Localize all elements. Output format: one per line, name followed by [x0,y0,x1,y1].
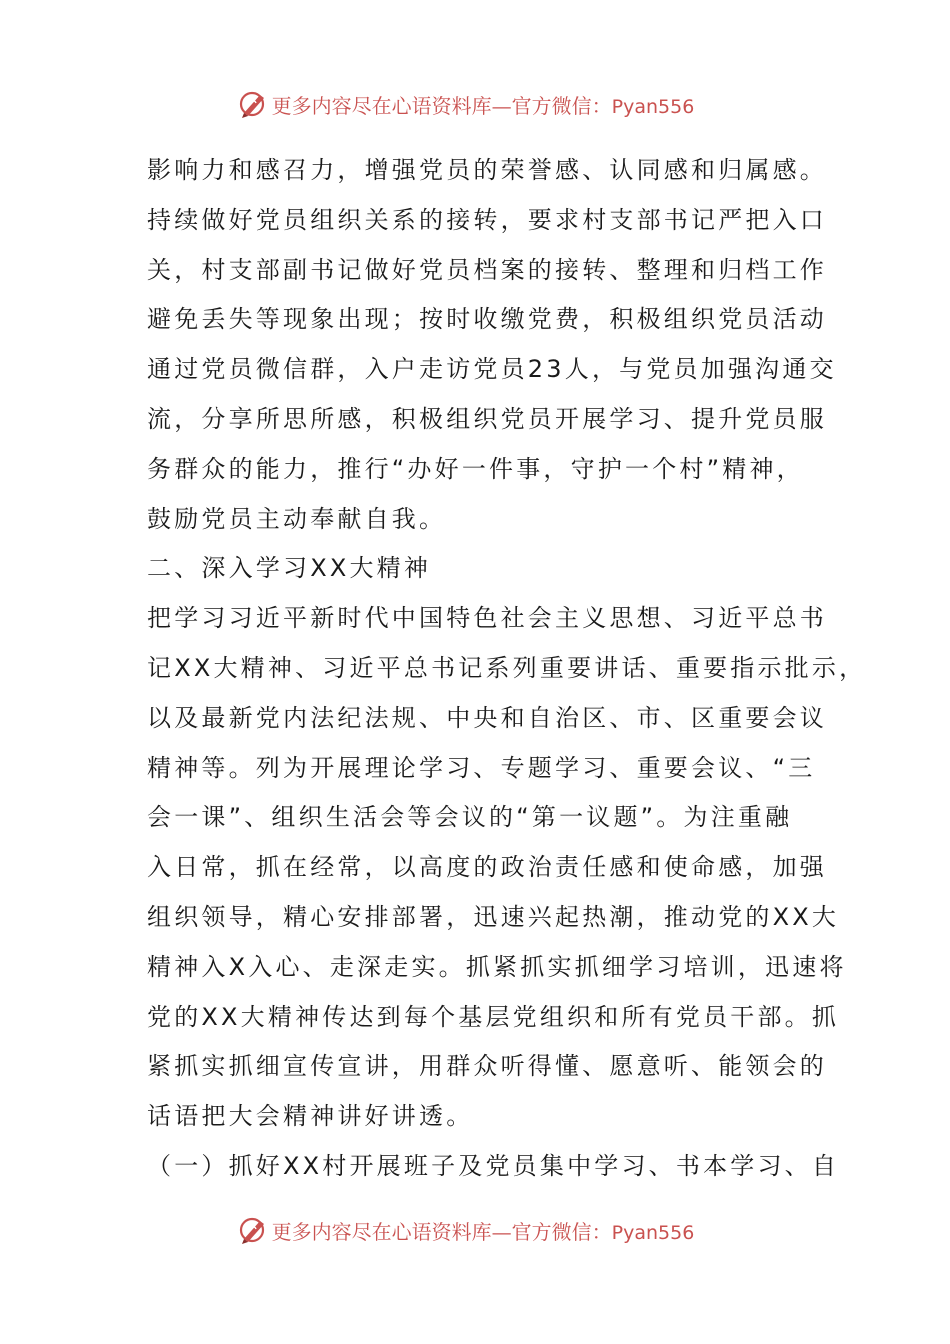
pen-logo-icon [238,89,268,119]
text-line: 党的XX大精神传达到每个基层党组织和所有党员干部。抓 [147,1002,840,1031]
text-line: 把学习习近平新时代中国特色社会主义思想、习近平总书 [147,604,827,633]
text-line: 组织领导，精心安排部署，迅速兴起热潮，推动党的XX大 [147,902,840,931]
text-line: 持续做好党员组织关系的接转，要求村支部书记严把入口 [147,205,827,234]
header-watermark [0,84,950,124]
subsection-heading: （一）抓好XX村开展班子及党员集中学习、书本学习、自 [147,1151,840,1180]
watermark-text: 更多内容尽在心语资料库—官方微信： [271,93,612,118]
text-line: 影响力和感召力，增强党员的荣誉感、认同感和归属感。 [147,156,827,184]
text-line: 流，分享所思所感，积极组织党员开展学习、提升党员服 [147,404,827,433]
watermark-text: 更多内容尽在心语资料库—官方微信： [271,1219,612,1244]
text-line: 话语把大会精神讲好讲透。 [147,1102,474,1131]
text-line: 精神入X入心、走深走实。抓紧抓实抓细学习培训，迅速将 [147,952,847,981]
text-line: 避免丢失等现象出现；按时收缴党费，积极组织党员活动 [147,305,827,334]
text-line: 记XX大精神、习近平总书记系列重要讲话、重要指示批示， [147,653,867,682]
text-line: 关，村支部副书记做好党员档案的接转、整理和归档工作 [147,255,827,284]
watermark-wechat-id: Pyan556 [611,1221,695,1244]
text-line: 以及最新党内法纪法规、中央和自治区、市、区重要会议 [147,703,827,732]
text-line: 紧抓实抓细宣传宣讲，用群众听得懂、愿意听、能领会的 [147,1052,827,1081]
footer-watermark [0,1210,950,1250]
watermark-wechat-id: Pyan556 [611,95,695,118]
text-line: 会一课”、组织生活会等会议的“第一议题”。为注重融 [147,803,793,832]
text-line: 通过党员微信群，入户走访党员23人，与党员加强沟通交 [147,355,837,384]
document-body [147,148,867,1194]
text-line: 入日常，抓在经常，以高度的政治责任感和使命感，加强 [147,853,827,882]
text-line: 鼓励党员主动奉献自我。 [147,504,447,533]
pen-logo-icon [238,1215,268,1245]
text-line: 精神等。列为开展理论学习、专题学习、重要会议、“三 [147,753,816,782]
text-line: 务群众的能力，推行“办好一件事，守护一个村”精神， [147,454,804,483]
section-heading: 二、深入学习XX大精神 [147,554,432,583]
